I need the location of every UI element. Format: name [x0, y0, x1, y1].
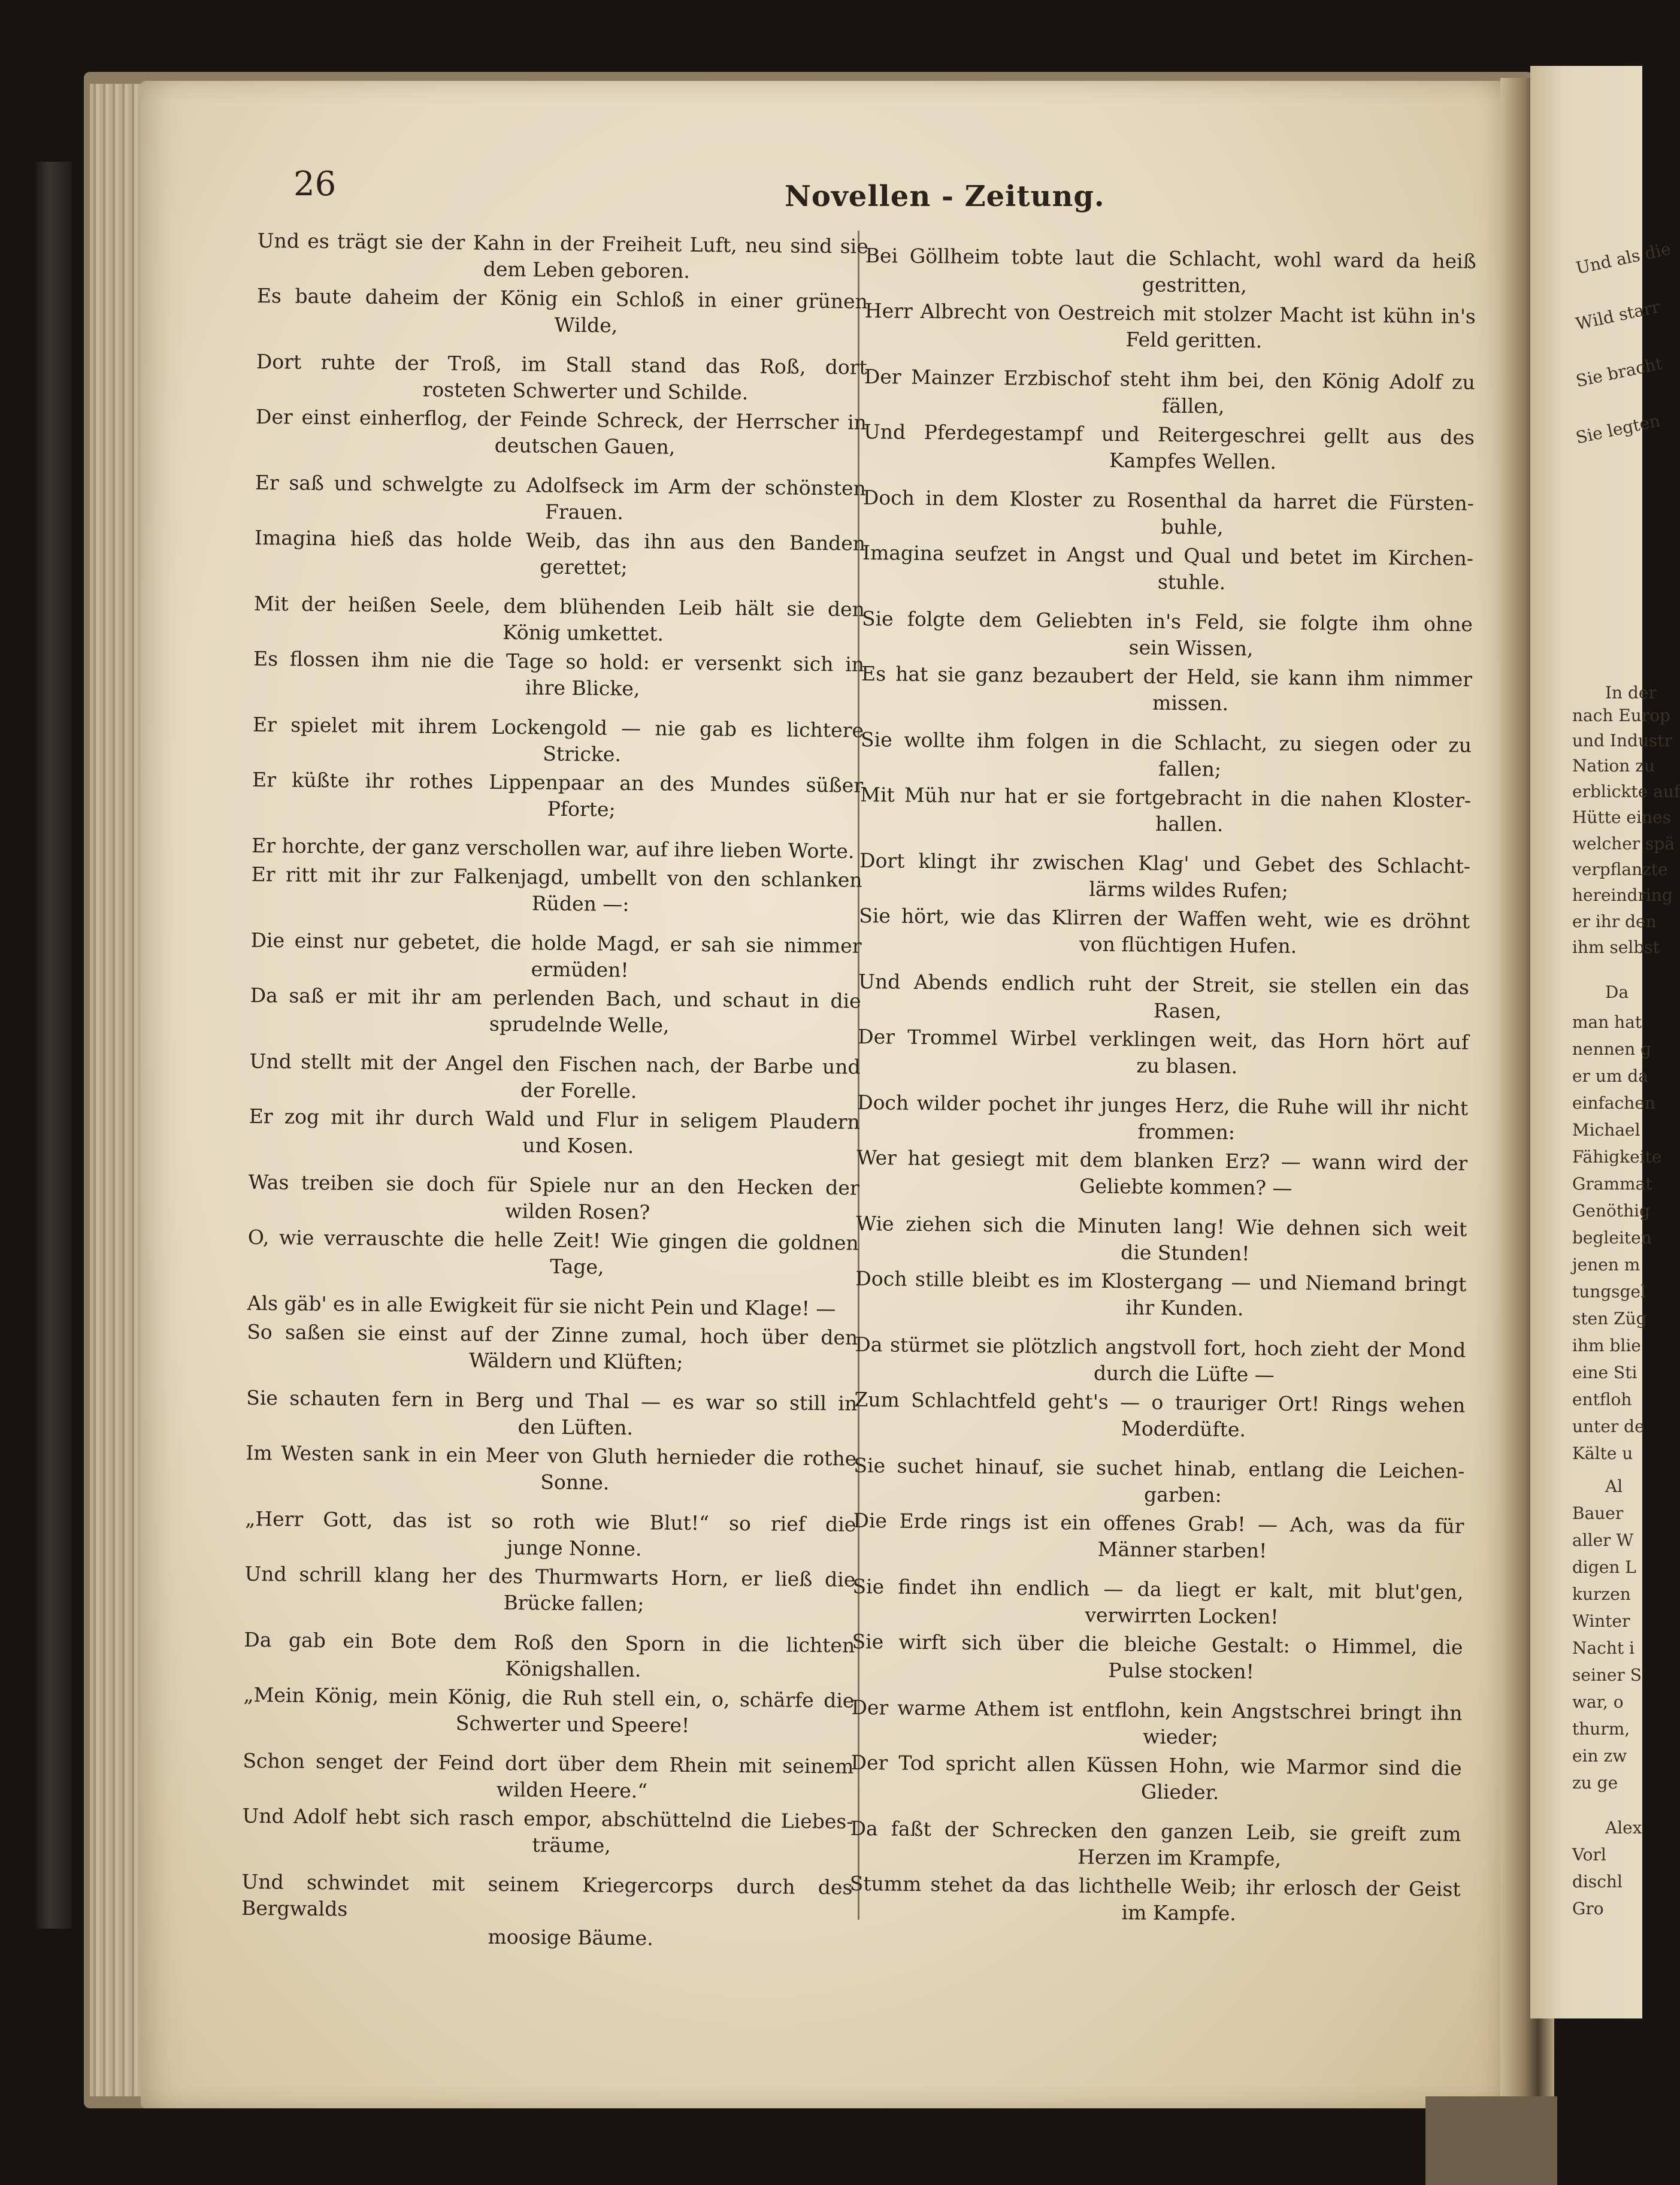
verse-line-continuation: ihre Blicke,: [525, 676, 640, 701]
running-head: Novellen - Zeitung.: [785, 180, 1105, 213]
verse-line: Er horchte, der ganz verschollen war, auf ihre lieben Worte.: [251, 833, 855, 863]
verse-line-continuation: missen.: [1152, 691, 1229, 715]
verse-line-continuation: Wilde,: [554, 313, 618, 337]
couplet: [852, 1629, 1463, 1687]
couplet: [253, 591, 865, 649]
verse-line: Sie findet ihn endlich — da liegt er kalt, mit blut'gen,: [852, 1574, 1464, 1604]
verse-line: Der Tod spricht allen Küssen Hohn, wie Marmor sind die: [850, 1750, 1462, 1780]
facing-page-fragment: erblickte auf: [1572, 782, 1680, 801]
verse-line: Wie ziehen sich die Minuten lang! Wie dehnen sich weit: [856, 1211, 1467, 1241]
couplet: [853, 1452, 1465, 1511]
verse-line: Schon senget der Feind dort über dem Rhein mit seinem: [243, 1748, 854, 1778]
verse-line-continuation: Männer starben!: [1097, 1537, 1267, 1563]
verse-line: Wer hat gesiegt mit dem blanken Erz? — wann wird der: [856, 1145, 1468, 1175]
facing-page-fragment: Genöthig: [1572, 1201, 1650, 1221]
verse-line-continuation: sein Wissen,: [1128, 635, 1254, 661]
couplet: [256, 349, 867, 407]
couplet: [250, 982, 861, 1041]
verse-line: Zum Schlachtfeld geht's — o trauriger Ort! Rings wehen: [854, 1387, 1466, 1417]
couplet: [255, 404, 867, 462]
verse-line: Der Mainzer Erzbischof steht ihm bei, den König Adolf zu: [864, 364, 1475, 394]
verse-line-continuation: träume,: [532, 1833, 611, 1857]
couplet: [859, 848, 1470, 906]
couplet: [858, 1024, 1469, 1082]
verse-line: Bei Göllheim tobte laut die Schlacht, wohl ward da heiß: [865, 243, 1476, 273]
verse-line: Und schrill klang her des Thurmwarts Horn, er ließ die: [244, 1561, 856, 1591]
verse-line-continuation: wilden Heere.“: [496, 1777, 648, 1803]
verse-line-continuation: moosige Bäume.: [488, 1924, 653, 1950]
verse-line: Als gäb' es in alle Ewigkeit für sie nicht Pein und Klage! —: [247, 1291, 836, 1321]
verse-line-continuation: gerettet;: [540, 555, 628, 579]
couplet: [251, 861, 862, 920]
couplet: [247, 1290, 858, 1322]
verse-line-continuation: der Forelle.: [520, 1078, 637, 1103]
facing-page-fragment: Nation zu: [1572, 756, 1655, 776]
verse-line: Und Pferdegestampf und Reitergeschrei gellt aus des: [863, 419, 1475, 449]
verse-line: Da faßt der Schrecken den ganzen Leib, sie greift zum: [850, 1816, 1461, 1846]
verse-line-continuation: buhle,: [1161, 515, 1224, 539]
couplet: [246, 1440, 857, 1499]
facing-page-fragment: war, o: [1572, 1692, 1624, 1712]
verse-line: Mit der heißen Seele, dem blühenden Leib hält sie den: [253, 591, 865, 621]
verse-line-continuation: Frauen.: [544, 500, 624, 524]
couplet: [243, 1748, 854, 1806]
verse-line: Der einst einherflog, der Feinde Schreck, der Herrscher in: [255, 404, 867, 434]
verse-line: Im Westen sank in ein Meer von Gluth hernieder die rothe: [246, 1440, 857, 1470]
verse-line: Was treiben sie doch für Spiele nur an den Hecken der: [248, 1170, 859, 1200]
verse-line-continuation: dem Leben geboren.: [483, 257, 691, 283]
facing-page-fragment: Sie legten: [1574, 410, 1662, 448]
verse-line: Er küßte ihr rothes Lippenpaar an des Mundes süßer: [252, 767, 864, 797]
verse-line-continuation: wilden Rosen?: [505, 1199, 650, 1224]
facing-page-fragment: Hütte eines: [1572, 807, 1671, 827]
verse-line-continuation: durch die Lüfte —: [1093, 1361, 1275, 1387]
facing-page-fragment: Da: [1605, 982, 1629, 1002]
book-spine-edge: [36, 162, 72, 1929]
couplet: [856, 1210, 1467, 1269]
verse-line: Der warme Athem ist entflohn, kein Angstschrei bringt ihn: [851, 1695, 1463, 1725]
couplet: [850, 1815, 1461, 1874]
couplet: [860, 782, 1472, 840]
verse-line: Der Trommel Wirbel verklingen weit, das Horn hört auf: [858, 1024, 1469, 1054]
verse-line: Es flossen ihm nie die Tage so hold: er versenkt sich in: [253, 646, 865, 676]
couplet: [854, 1387, 1466, 1445]
facing-page-fragment: aller W: [1572, 1530, 1634, 1550]
couplet: [250, 927, 862, 986]
verse-line-continuation: Rüden —:: [531, 891, 629, 916]
couplet: [863, 419, 1475, 477]
couplet: [862, 485, 1474, 543]
facing-page-fragment: digen L: [1572, 1557, 1636, 1577]
facing-page-fragment: Kälte u: [1572, 1443, 1633, 1463]
verse-line: „Herr Gott, das ist so roth wie Blut!“ so rief die: [245, 1506, 856, 1536]
facing-page-fragment: ihm blie: [1572, 1336, 1641, 1355]
verse-line-continuation: rosteten Schwerter und Schilde.: [422, 377, 749, 404]
verse-line-continuation: Pulse stocken!: [1108, 1659, 1255, 1684]
couplet: [252, 767, 864, 825]
verse-line: Sie suchet hinauf, sie suchet hinab, entlang die Leichen-: [853, 1453, 1465, 1483]
couplet: [861, 661, 1472, 719]
verse-line: Da gab ein Bote dem Roß den Sporn in die lichten: [244, 1627, 855, 1657]
verse-line-continuation: Sonne.: [540, 1470, 610, 1494]
verse-line: Imagina seufzet in Angst und Qual und betet im Kirchen-: [862, 540, 1474, 570]
verse-line-continuation: König umkettet.: [502, 620, 664, 646]
facing-page-fragment: thurm,: [1572, 1719, 1630, 1739]
verse-line-continuation: verwirrten Locken!: [1085, 1603, 1279, 1629]
verse-line-continuation: fällen,: [1162, 394, 1225, 418]
facing-page-fragment: nach Europ: [1572, 706, 1670, 725]
verse-line: Und Adolf hebt sich rasch empor, abschüttelnd die Liebes-: [242, 1803, 853, 1833]
verse-line: Da saß er mit ihr am perlenden Bach, und schaut in die: [250, 983, 861, 1013]
facing-page-fragment: entfloh: [1572, 1390, 1632, 1409]
verse-line: Und Abends endlich ruht der Streit, sie stellen ein das: [858, 969, 1470, 999]
facing-page-fragment: nennen g: [1572, 1039, 1652, 1059]
facing-page-fragment: Und als die: [1574, 238, 1673, 279]
couplet: [853, 1508, 1464, 1566]
facing-page-fragment: er um da: [1572, 1066, 1648, 1086]
verse-line: Und stellt mit der Angel den Fischen nach, der Barbe und: [249, 1049, 861, 1079]
verse-line: Sie hört, wie das Klirren der Waffen weht, wie es dröhnt: [859, 903, 1470, 933]
verse-line-continuation: sprudelnde Welle,: [489, 1012, 670, 1037]
couplet: [864, 364, 1475, 422]
couplet: [256, 283, 868, 341]
facing-page-fragment: verpflanzte: [1572, 860, 1668, 879]
verse-line-continuation: Tage,: [550, 1254, 604, 1279]
facing-page-fragment: zu ge: [1572, 1773, 1618, 1793]
verse-line-continuation: Königshallen.: [505, 1657, 641, 1682]
couplet: [861, 606, 1473, 664]
verse-line: Er spielet mit ihrem Lockengold — nie gab es lichtere: [252, 712, 864, 742]
couplet: [862, 540, 1473, 598]
facing-page-fragment: dischl: [1572, 1872, 1623, 1892]
verse-line-continuation: garben:: [1143, 1482, 1222, 1507]
verse-line: Doch stille bleibt es im Klostergang — und Niemand bringt: [855, 1266, 1467, 1296]
couplet: [852, 1573, 1464, 1632]
verse-line-continuation: Moderdüfte.: [1121, 1417, 1246, 1442]
verse-line: Er ritt mit ihr zur Falkenjagd, umbellt von den schlanken: [251, 862, 862, 892]
facing-page-fragment: Michael: [1572, 1120, 1640, 1140]
couplet: [855, 1331, 1466, 1390]
couplet: [244, 1561, 856, 1620]
couplet: [245, 1506, 856, 1564]
facing-page-fragment: Bauer: [1572, 1503, 1624, 1523]
facing-page-fragment: In der: [1605, 683, 1657, 703]
couplet: [857, 1090, 1469, 1148]
couplet: [859, 903, 1470, 961]
couplet: [855, 1266, 1467, 1324]
verse-line-continuation: frommen:: [1137, 1119, 1236, 1144]
facing-page-fragment: Sie bracht: [1574, 353, 1664, 391]
verse-line: Die einst nur gebetet, die holde Magd, er sah sie nimmer: [250, 928, 862, 958]
couplet: [252, 712, 864, 770]
couplet: [851, 1694, 1463, 1753]
verse-line-continuation: den Lüften.: [517, 1415, 634, 1440]
couplet: [249, 1048, 861, 1107]
verse-line-continuation: stuhle.: [1157, 570, 1226, 594]
verse-line: Dort klingt ihr zwischen Klag' und Gebet des Schlacht-: [859, 848, 1471, 878]
facing-page-fragment: welcher spä: [1572, 834, 1675, 854]
facing-page-fragment: und Industr: [1572, 731, 1672, 750]
verse-line-continuation: hallen.: [1155, 812, 1224, 836]
verse-line-continuation: Schwerter und Speere!: [455, 1711, 690, 1738]
facing-page-fragment: jenen m: [1572, 1255, 1640, 1275]
verse-line-continuation: gestritten,: [1142, 273, 1248, 298]
verse-line: Doch wilder pochet ihr junges Herz, die Ruhe will ihr nicht: [857, 1090, 1469, 1120]
verse-line: Stumm stehet da das lichthelle Weib; ihr erlosch der Geist: [849, 1871, 1461, 1901]
couplet: [254, 525, 865, 583]
verse-line: Es baute daheim der König ein Schloß in einer grünen: [256, 283, 868, 313]
facing-page-fragment: Alex: [1605, 1818, 1642, 1838]
book-cover-corner: [1425, 2096, 1557, 2185]
facing-page-fragment: sten Züg: [1572, 1309, 1647, 1328]
verse-line-continuation: von flüchtigen Hufen.: [1079, 932, 1297, 958]
facing-page-fragment: kurzen: [1572, 1584, 1631, 1604]
facing-page-fragment: Winter: [1572, 1611, 1630, 1631]
facing-page-fragment: Nacht i: [1572, 1638, 1635, 1658]
verse-line: Doch in dem Kloster zu Rosenthal da harret die Fürsten-: [862, 485, 1475, 515]
facing-page-fragment: Fähigkeite: [1572, 1147, 1662, 1167]
couplet: [247, 1319, 858, 1378]
couplet: [865, 243, 1476, 301]
verse-line: Er zog mit ihr durch Wald und Flur in seligem Plaudern: [249, 1104, 860, 1134]
verse-line: Sie folgte dem Geliebten in's Feld, sie folgte ihm ohne: [861, 606, 1473, 636]
facing-page-fragment: einfachen: [1572, 1093, 1655, 1113]
verse-line-continuation: die Stunden!: [1121, 1240, 1250, 1266]
facing-page-fragment: eine Sti: [1572, 1363, 1637, 1382]
verse-line-continuation: wieder;: [1142, 1724, 1219, 1749]
verse-line-continuation: ermüden!: [531, 957, 629, 982]
verse-line-continuation: und Kosen.: [522, 1133, 634, 1158]
facing-page-fragment: Grammat: [1572, 1174, 1652, 1194]
verse-line-continuation: Feld geritten.: [1125, 328, 1263, 353]
verse-line-continuation: zu blasen.: [1136, 1054, 1238, 1079]
couplet: [849, 1871, 1461, 1929]
verse-line: Da stürmet sie plötzlich angstvoll fort, hoch zieht der Mond: [855, 1332, 1466, 1362]
facing-page-fragment: unter de: [1572, 1417, 1645, 1436]
facing-page-fragment: ein zw: [1572, 1746, 1627, 1766]
verse-line-continuation: Kampfes Wellen.: [1109, 448, 1277, 474]
couplet: [255, 470, 866, 528]
facing-page-fragment: tungsgel: [1572, 1282, 1646, 1302]
verse-line: So saßen sie einst auf der Zinne zumal, hoch über den: [247, 1320, 858, 1349]
couplet: [249, 1103, 860, 1162]
couplet: [243, 1682, 855, 1741]
poem-column-left: [241, 228, 868, 1956]
verse-line-continuation: Geliebte kommen? —: [1079, 1174, 1292, 1200]
couplet: [253, 646, 864, 704]
facing-page-fragment: er ihr den: [1572, 912, 1657, 931]
couplet: [850, 1750, 1462, 1808]
verse-line: Herr Albrecht von Oestreich mit stolzer Macht ist kühn in's: [864, 298, 1476, 328]
couplet: [241, 1869, 852, 1954]
verse-line-continuation: Stricke.: [543, 742, 622, 766]
verse-line-continuation: Wäldern und Klüften;: [468, 1348, 683, 1374]
verse-line-continuation: Herzen im Krampfe,: [1077, 1845, 1282, 1871]
couplet: [244, 1627, 855, 1685]
facing-page-fragment: seiner S: [1572, 1665, 1642, 1685]
verse-line: Die Erde rings ist ein offenes Grab! — Ach, was da für: [853, 1508, 1464, 1538]
verse-line: „Mein König, mein König, die Ruh stell ein, o, schärfe die: [243, 1682, 855, 1712]
verse-line: Und es trägt sie der Kahn in der Freiheit Luft, neu sind sie: [257, 228, 868, 258]
verse-line-continuation: Brücke fallen;: [503, 1591, 644, 1616]
verse-line: Er saß und schwelgte zu Adolfseck im Arm der schönsten: [255, 470, 867, 500]
verse-line-continuation: Rasen,: [1153, 998, 1222, 1023]
verse-line-continuation: deutschen Gauen,: [494, 433, 676, 459]
verse-line: Mit Müh nur hat er sie fortgebracht in die nahen Kloster-: [859, 782, 1472, 812]
verse-line: O, wie verrauschte die helle Zeit! Wie gingen die goldnen: [247, 1225, 859, 1255]
verse-line: Es hat sie ganz bezaubert der Held, sie kann ihm nimmer: [861, 661, 1473, 691]
couplet: [856, 1145, 1468, 1203]
verse-line: Dort ruhte der Troß, im Stall stand das Roß, dort: [256, 349, 867, 379]
facing-page-fragment: hereindring: [1572, 885, 1673, 905]
verse-line: Und schwindet mit seinem Kriegercorps durch des Bergwalds: [241, 1869, 853, 1921]
verse-line-continuation: lärms wildes Rufen;: [1089, 877, 1289, 903]
poem-column-right: [849, 243, 1476, 1942]
verse-line-continuation: junge Nonne.: [507, 1536, 642, 1561]
facing-page-fragment: Al: [1605, 1476, 1623, 1496]
couplet: [247, 1224, 859, 1283]
verse-line-continuation: ihr Kunden.: [1125, 1296, 1244, 1321]
couplet: [257, 228, 868, 286]
verse-line-continuation: fallen;: [1158, 756, 1222, 781]
couplet: [864, 298, 1476, 356]
couplet: [248, 1169, 859, 1228]
facing-page-fragment: ihm selbst: [1572, 937, 1660, 957]
facing-page-fragment: Gro: [1572, 1899, 1604, 1918]
couplet: [246, 1385, 858, 1443]
page-number: 26: [293, 165, 337, 204]
verse-line: Sie wirft sich über die bleiche Gestalt: o Himmel, die: [852, 1629, 1463, 1659]
verse-line-continuation: Pforte;: [547, 797, 616, 821]
couplet: [858, 969, 1470, 1027]
verse-line: Sie schauten fern in Berg und Thal — es war so still in: [246, 1385, 858, 1415]
facing-page-fragment: man hat: [1572, 1012, 1642, 1032]
couplet: [252, 833, 862, 865]
couplet: [860, 727, 1472, 785]
verse-line-continuation: Glieder.: [1140, 1780, 1219, 1804]
verse-line: Imagina hieß das holde Weib, das ihn aus den Banden: [254, 525, 866, 555]
verse-line: Sie wollte ihm folgen in die Schlacht, zu siegen oder zu: [860, 727, 1472, 757]
facing-page-fragment: Wild starr: [1574, 296, 1661, 334]
facing-page-fragment: Vorl: [1572, 1845, 1606, 1865]
facing-page-fragment: begleiten: [1572, 1228, 1652, 1248]
verse-line-continuation: im Kampfe.: [1121, 1900, 1237, 1926]
couplet: [242, 1803, 853, 1862]
